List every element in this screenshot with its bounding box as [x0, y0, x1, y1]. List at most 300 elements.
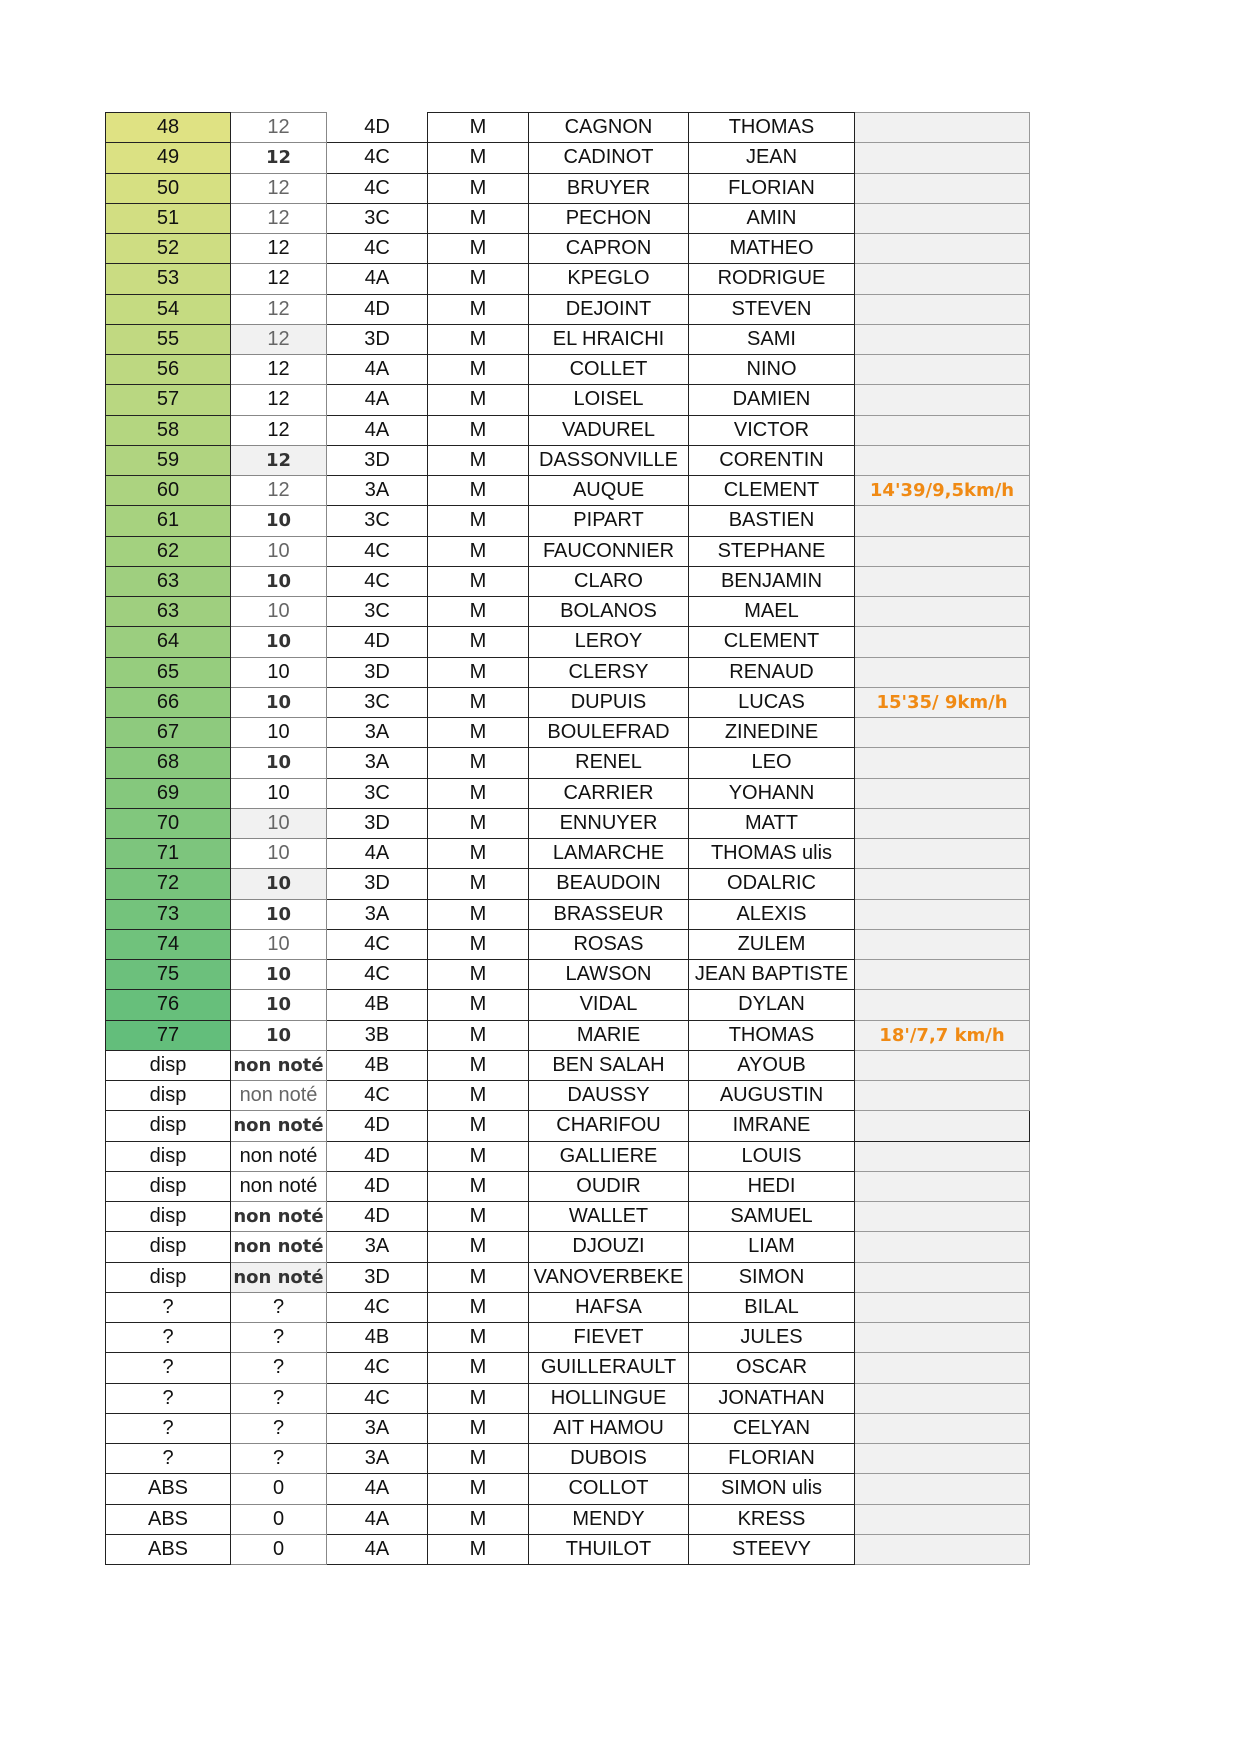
score-cell: 10 — [231, 536, 327, 566]
time-speed-cell — [855, 1474, 1030, 1504]
time-speed-cell — [855, 1111, 1030, 1141]
sex-cell: M — [428, 203, 529, 233]
first-name-cell: KRESS — [689, 1504, 855, 1534]
last-name-cell: RENEL — [529, 748, 689, 778]
class-cell: 3A — [327, 899, 428, 929]
rank-cell: 63 — [106, 566, 231, 596]
table-row — [106, 1323, 1030, 1353]
rank-cell: disp — [106, 1262, 231, 1292]
results-table — [105, 112, 1030, 1565]
last-name-cell: ROSAS — [529, 929, 689, 959]
first-name-cell: THOMAS — [689, 1020, 855, 1050]
first-name-cell: NINO — [689, 355, 855, 385]
score-cell: non noté — [231, 1262, 327, 1292]
table-row — [106, 960, 1030, 990]
score-cell: 10 — [231, 960, 327, 990]
first-name-cell: SAMI — [689, 324, 855, 354]
class-cell: 4C — [327, 173, 428, 203]
first-name-cell: RODRIGUE — [689, 264, 855, 294]
last-name-cell: BEN SALAH — [529, 1050, 689, 1080]
table-row — [106, 566, 1030, 596]
class-cell: 3A — [327, 748, 428, 778]
first-name-cell: LEO — [689, 748, 855, 778]
class-cell: 3D — [327, 1262, 428, 1292]
last-name-cell: DJOUZI — [529, 1232, 689, 1262]
class-cell: 4A — [327, 1534, 428, 1564]
score-cell: 12 — [231, 445, 327, 475]
class-cell: 3A — [327, 1444, 428, 1474]
first-name-cell: CLEMENT — [689, 627, 855, 657]
score-cell: 0 — [231, 1504, 327, 1534]
table-row — [106, 445, 1030, 475]
class-cell: 4C — [327, 234, 428, 264]
first-name-cell: AUGUSTIN — [689, 1081, 855, 1111]
table-row — [106, 899, 1030, 929]
class-cell: 4C — [327, 143, 428, 173]
score-cell: 12 — [231, 203, 327, 233]
sex-cell: M — [428, 445, 529, 475]
score-cell: 10 — [231, 687, 327, 717]
sex-cell: M — [428, 718, 529, 748]
score-cell: 12 — [231, 143, 327, 173]
first-name-cell: JEAN BAPTISTE — [689, 960, 855, 990]
score-cell: 12 — [231, 234, 327, 264]
first-name-cell: CELYAN — [689, 1413, 855, 1443]
last-name-cell: VIDAL — [529, 990, 689, 1020]
table-row — [106, 808, 1030, 838]
rank-cell: 71 — [106, 839, 231, 869]
rank-cell: disp — [106, 1081, 231, 1111]
table-row — [106, 173, 1030, 203]
class-cell: 3C — [327, 597, 428, 627]
class-cell: 3A — [327, 1413, 428, 1443]
time-speed-cell — [855, 1534, 1030, 1564]
class-cell: 3D — [327, 808, 428, 838]
table-row — [106, 1292, 1030, 1322]
score-cell: non noté — [231, 1232, 327, 1262]
class-cell: 4C — [327, 1292, 428, 1322]
first-name-cell: ZULEM — [689, 929, 855, 959]
table-row — [106, 1050, 1030, 1080]
rank-cell: 56 — [106, 355, 231, 385]
rank-cell: 68 — [106, 748, 231, 778]
time-speed-cell — [855, 1353, 1030, 1383]
sex-cell: M — [428, 960, 529, 990]
table-row — [106, 1413, 1030, 1443]
table-row — [106, 748, 1030, 778]
class-cell: 3B — [327, 1020, 428, 1050]
table-row — [106, 1262, 1030, 1292]
class-cell: 3C — [327, 778, 428, 808]
last-name-cell: GALLIERE — [529, 1141, 689, 1171]
time-speed-cell: 15'35/ 9km/h — [855, 687, 1030, 717]
class-cell: 3C — [327, 203, 428, 233]
sex-cell: M — [428, 1050, 529, 1080]
last-name-cell: AUQUE — [529, 476, 689, 506]
last-name-cell: CHARIFOU — [529, 1111, 689, 1141]
sex-cell: M — [428, 748, 529, 778]
time-speed-cell — [855, 566, 1030, 596]
table-row — [106, 203, 1030, 233]
rank-cell: 62 — [106, 536, 231, 566]
score-cell: ? — [231, 1353, 327, 1383]
table-row — [106, 1534, 1030, 1564]
rank-cell: 67 — [106, 718, 231, 748]
last-name-cell: LOISEL — [529, 385, 689, 415]
first-name-cell: BILAL — [689, 1292, 855, 1322]
time-speed-cell — [855, 113, 1030, 143]
last-name-cell: CLERSY — [529, 657, 689, 687]
table-row — [106, 1444, 1030, 1474]
sex-cell: M — [428, 1444, 529, 1474]
class-cell: 4D — [327, 1171, 428, 1201]
time-speed-cell — [855, 506, 1030, 536]
sex-cell: M — [428, 1171, 529, 1201]
sex-cell: M — [428, 778, 529, 808]
score-cell: 10 — [231, 899, 327, 929]
time-speed-cell — [855, 1504, 1030, 1534]
time-speed-cell — [855, 718, 1030, 748]
table-row — [106, 294, 1030, 324]
last-name-cell: EL HRAICHI — [529, 324, 689, 354]
time-speed-cell — [855, 143, 1030, 173]
table-row — [106, 536, 1030, 566]
last-name-cell: BOLANOS — [529, 597, 689, 627]
table-row — [106, 1020, 1030, 1050]
time-speed-cell — [855, 1050, 1030, 1080]
first-name-cell: THOMAS — [689, 113, 855, 143]
score-cell: 0 — [231, 1534, 327, 1564]
first-name-cell: JULES — [689, 1323, 855, 1353]
table-row — [106, 264, 1030, 294]
score-cell: 10 — [231, 839, 327, 869]
sex-cell: M — [428, 1413, 529, 1443]
sex-cell: M — [428, 324, 529, 354]
sex-cell: M — [428, 1232, 529, 1262]
class-cell: 3D — [327, 657, 428, 687]
first-name-cell: SIMON ulis — [689, 1474, 855, 1504]
table-row — [106, 718, 1030, 748]
time-speed-cell — [855, 960, 1030, 990]
score-cell: 10 — [231, 566, 327, 596]
first-name-cell: IMRANE — [689, 1111, 855, 1141]
score-cell: 12 — [231, 355, 327, 385]
sex-cell: M — [428, 536, 529, 566]
time-speed-cell — [855, 869, 1030, 899]
class-cell: 4A — [327, 839, 428, 869]
time-speed-cell — [855, 778, 1030, 808]
score-cell: 10 — [231, 627, 327, 657]
rank-cell: ? — [106, 1383, 231, 1413]
sex-cell: M — [428, 385, 529, 415]
first-name-cell: DYLAN — [689, 990, 855, 1020]
last-name-cell: DASSONVILLE — [529, 445, 689, 475]
class-cell: 4C — [327, 1383, 428, 1413]
table-row — [106, 415, 1030, 445]
last-name-cell: MENDY — [529, 1504, 689, 1534]
rank-cell: disp — [106, 1050, 231, 1080]
table-row — [106, 1111, 1030, 1141]
rank-cell: 74 — [106, 929, 231, 959]
first-name-cell: HEDI — [689, 1171, 855, 1201]
class-cell: 4D — [327, 1202, 428, 1232]
sex-cell: M — [428, 476, 529, 506]
first-name-cell: JONATHAN — [689, 1383, 855, 1413]
last-name-cell: THUILOT — [529, 1534, 689, 1564]
class-cell: 4A — [327, 355, 428, 385]
time-speed-cell — [855, 173, 1030, 203]
rank-cell: 52 — [106, 234, 231, 264]
time-speed-cell — [855, 1141, 1030, 1171]
last-name-cell: FIEVET — [529, 1323, 689, 1353]
first-name-cell: MAEL — [689, 597, 855, 627]
first-name-cell: LOUIS — [689, 1141, 855, 1171]
sex-cell: M — [428, 355, 529, 385]
rank-cell: 53 — [106, 264, 231, 294]
sex-cell: M — [428, 1383, 529, 1413]
sex-cell: M — [428, 113, 529, 143]
sex-cell: M — [428, 1323, 529, 1353]
score-cell: ? — [231, 1413, 327, 1443]
table-row — [106, 1504, 1030, 1534]
rank-cell: ABS — [106, 1474, 231, 1504]
class-cell: 4C — [327, 536, 428, 566]
class-cell: 4D — [327, 1141, 428, 1171]
last-name-cell: VANOVERBEKE — [529, 1262, 689, 1292]
sex-cell: M — [428, 566, 529, 596]
time-speed-cell — [855, 1444, 1030, 1474]
time-speed-cell — [855, 1413, 1030, 1443]
class-cell: 4D — [327, 294, 428, 324]
score-cell: ? — [231, 1444, 327, 1474]
table-row — [106, 1202, 1030, 1232]
score-cell: 12 — [231, 173, 327, 203]
table-row — [106, 506, 1030, 536]
rank-cell: 55 — [106, 324, 231, 354]
class-cell: 4A — [327, 415, 428, 445]
last-name-cell: DAUSSY — [529, 1081, 689, 1111]
sex-cell: M — [428, 1353, 529, 1383]
rank-cell: 57 — [106, 385, 231, 415]
sex-cell: M — [428, 1534, 529, 1564]
rank-cell: 58 — [106, 415, 231, 445]
rank-cell: 60 — [106, 476, 231, 506]
time-speed-cell — [855, 1171, 1030, 1201]
first-name-cell: STEEVY — [689, 1534, 855, 1564]
rank-cell: ? — [106, 1323, 231, 1353]
time-speed-cell — [855, 445, 1030, 475]
sex-cell: M — [428, 1504, 529, 1534]
score-cell: ? — [231, 1323, 327, 1353]
first-name-cell: STEPHANE — [689, 536, 855, 566]
time-speed-cell: 14'39/9,5km/h — [855, 476, 1030, 506]
rank-cell: 75 — [106, 960, 231, 990]
last-name-cell: HOLLINGUE — [529, 1383, 689, 1413]
first-name-cell: MATT — [689, 808, 855, 838]
rank-cell: 61 — [106, 506, 231, 536]
sex-cell: M — [428, 1020, 529, 1050]
sex-cell: M — [428, 415, 529, 445]
last-name-cell: COLLOT — [529, 1474, 689, 1504]
score-cell: 12 — [231, 415, 327, 445]
last-name-cell: FAUCONNIER — [529, 536, 689, 566]
sex-cell: M — [428, 1474, 529, 1504]
sex-cell: M — [428, 839, 529, 869]
first-name-cell: JEAN — [689, 143, 855, 173]
last-name-cell: BRUYER — [529, 173, 689, 203]
first-name-cell: BENJAMIN — [689, 566, 855, 596]
class-cell: 4C — [327, 960, 428, 990]
sex-cell: M — [428, 808, 529, 838]
class-cell: 3A — [327, 476, 428, 506]
first-name-cell: ALEXIS — [689, 899, 855, 929]
rank-cell: ? — [106, 1413, 231, 1443]
score-cell: 10 — [231, 1020, 327, 1050]
rank-cell: 51 — [106, 203, 231, 233]
class-cell: 3D — [327, 324, 428, 354]
sex-cell: M — [428, 1141, 529, 1171]
class-cell: 3C — [327, 506, 428, 536]
rank-cell: 69 — [106, 778, 231, 808]
time-speed-cell — [855, 990, 1030, 1020]
sex-cell: M — [428, 627, 529, 657]
class-cell: 4A — [327, 1504, 428, 1534]
table-row — [106, 113, 1030, 143]
score-cell: 10 — [231, 718, 327, 748]
table-row — [106, 1474, 1030, 1504]
first-name-cell: AMIN — [689, 203, 855, 233]
time-speed-cell — [855, 415, 1030, 445]
sex-cell: M — [428, 597, 529, 627]
class-cell: 4C — [327, 566, 428, 596]
score-cell: non noté — [231, 1081, 327, 1111]
time-speed-cell — [855, 203, 1030, 233]
time-speed-cell — [855, 839, 1030, 869]
class-cell: 3C — [327, 687, 428, 717]
sex-cell: M — [428, 294, 529, 324]
rank-cell: 76 — [106, 990, 231, 1020]
first-name-cell: BASTIEN — [689, 506, 855, 536]
table-row — [106, 990, 1030, 1020]
last-name-cell: LAWSON — [529, 960, 689, 990]
last-name-cell: LAMARCHE — [529, 839, 689, 869]
rank-cell: 50 — [106, 173, 231, 203]
class-cell: 4C — [327, 929, 428, 959]
sex-cell: M — [428, 687, 529, 717]
last-name-cell: DEJOINT — [529, 294, 689, 324]
sex-cell: M — [428, 929, 529, 959]
time-speed-cell: 18'/7,7 km/h — [855, 1020, 1030, 1050]
rank-cell: ? — [106, 1444, 231, 1474]
time-speed-cell — [855, 234, 1030, 264]
sex-cell: M — [428, 899, 529, 929]
score-cell: 10 — [231, 929, 327, 959]
table-row — [106, 778, 1030, 808]
score-cell: 12 — [231, 324, 327, 354]
sex-cell: M — [428, 869, 529, 899]
first-name-cell: CLEMENT — [689, 476, 855, 506]
sex-cell: M — [428, 506, 529, 536]
score-cell: non noté — [231, 1141, 327, 1171]
sex-cell: M — [428, 1111, 529, 1141]
time-speed-cell — [855, 324, 1030, 354]
last-name-cell: BRASSEUR — [529, 899, 689, 929]
score-cell: 12 — [231, 264, 327, 294]
first-name-cell: OSCAR — [689, 1353, 855, 1383]
rank-cell: 66 — [106, 687, 231, 717]
score-cell: 12 — [231, 113, 327, 143]
last-name-cell: PIPART — [529, 506, 689, 536]
rank-cell: 48 — [106, 113, 231, 143]
time-speed-cell — [855, 1081, 1030, 1111]
class-cell: 4A — [327, 1474, 428, 1504]
score-cell: 10 — [231, 748, 327, 778]
first-name-cell: SIMON — [689, 1262, 855, 1292]
table-row — [106, 355, 1030, 385]
class-cell: 4D — [327, 1111, 428, 1141]
last-name-cell: WALLET — [529, 1202, 689, 1232]
first-name-cell: ZINEDINE — [689, 718, 855, 748]
class-cell: 4A — [327, 385, 428, 415]
score-cell: 12 — [231, 476, 327, 506]
table-row — [106, 687, 1030, 717]
last-name-cell: DUBOIS — [529, 1444, 689, 1474]
sex-cell: M — [428, 1262, 529, 1292]
rank-cell: 54 — [106, 294, 231, 324]
time-speed-cell — [855, 385, 1030, 415]
time-speed-cell — [855, 597, 1030, 627]
rank-cell: 59 — [106, 445, 231, 475]
rank-cell: 72 — [106, 869, 231, 899]
score-cell: 0 — [231, 1474, 327, 1504]
last-name-cell: OUDIR — [529, 1171, 689, 1201]
first-name-cell: LIAM — [689, 1232, 855, 1262]
first-name-cell: STEVEN — [689, 294, 855, 324]
score-cell: 10 — [231, 990, 327, 1020]
table-row — [106, 1232, 1030, 1262]
time-speed-cell — [855, 1202, 1030, 1232]
rank-cell: 64 — [106, 627, 231, 657]
first-name-cell: MATHEO — [689, 234, 855, 264]
table-row — [106, 869, 1030, 899]
class-cell: 4C — [327, 1353, 428, 1383]
time-speed-cell — [855, 264, 1030, 294]
class-cell: 4B — [327, 990, 428, 1020]
time-speed-cell — [855, 929, 1030, 959]
last-name-cell: KPEGLO — [529, 264, 689, 294]
class-cell: 3D — [327, 869, 428, 899]
table-row — [106, 1081, 1030, 1111]
time-speed-cell — [855, 1292, 1030, 1322]
last-name-cell: AIT HAMOU — [529, 1413, 689, 1443]
score-cell: 12 — [231, 294, 327, 324]
rank-cell: ABS — [106, 1534, 231, 1564]
rank-cell: disp — [106, 1111, 231, 1141]
class-cell: 4B — [327, 1050, 428, 1080]
time-speed-cell — [855, 657, 1030, 687]
score-cell: 10 — [231, 657, 327, 687]
first-name-cell: AYOUB — [689, 1050, 855, 1080]
last-name-cell: COLLET — [529, 355, 689, 385]
last-name-cell: CAPRON — [529, 234, 689, 264]
time-speed-cell — [855, 1383, 1030, 1413]
time-speed-cell — [855, 294, 1030, 324]
class-cell: 4C — [327, 1081, 428, 1111]
first-name-cell: RENAUD — [689, 657, 855, 687]
rank-cell: 65 — [106, 657, 231, 687]
time-speed-cell — [855, 748, 1030, 778]
last-name-cell: CADINOT — [529, 143, 689, 173]
